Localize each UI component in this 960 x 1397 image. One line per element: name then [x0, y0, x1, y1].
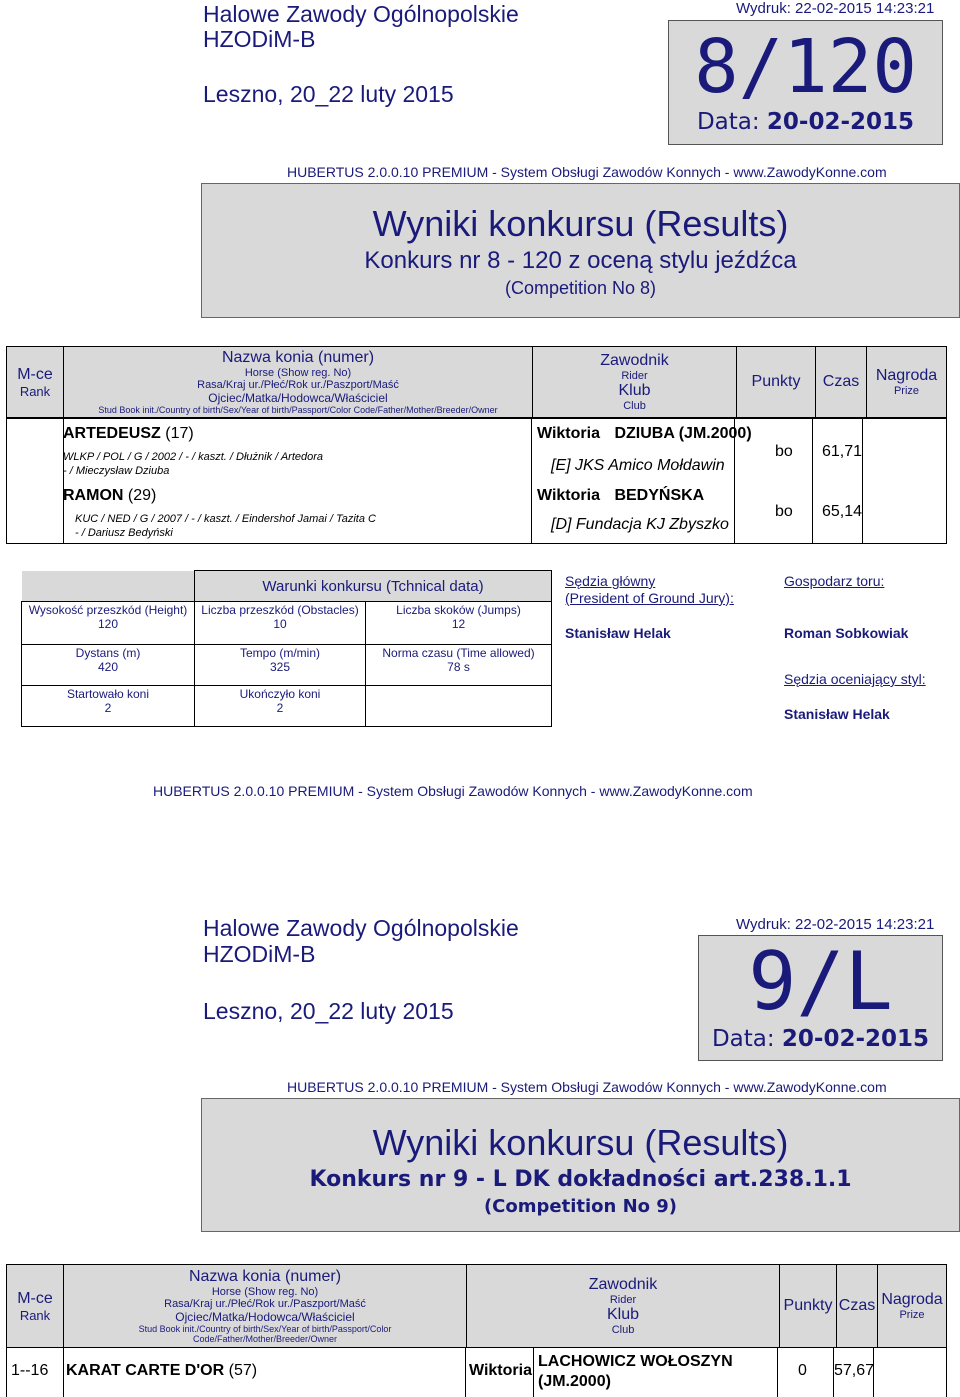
tech-jumps	[366, 602, 552, 645]
tech-height-value: 120	[97, 617, 119, 631]
club-label-en: Club	[611, 1324, 635, 1336]
tech-obstacles-value: 10	[273, 617, 287, 631]
tech-tempo-label: Tempo (m/min)	[239, 646, 320, 660]
results-title: Wyniki konkursu (Results)	[372, 1122, 789, 1163]
tech-started-value: 2	[104, 701, 112, 715]
system-line: HUBERTUS 2.0.0.10 PREMIUM - System Obsługi Zawodów Konnych - www.ZawodyKonne.com	[287, 1079, 887, 1095]
club-label: Klub	[606, 1306, 640, 1323]
results-table-header	[6, 1264, 947, 1348]
technical-data-table	[21, 570, 552, 727]
breed-label-en: Stud Book init./Country of birth/Sex/Year of birth/Passport/Color Code/Father/Mother/Breeder/Owner	[98, 405, 498, 415]
competition-name: Konkurs nr 8 - 120 z oceną stylu jeźdźca	[364, 247, 797, 274]
rider-last-name: DZIUBA (JM.2000)	[614, 425, 752, 442]
competition-no: (Competition No 8)	[504, 278, 657, 298]
points-value: bo	[775, 503, 793, 520]
course-designer-label: Gospodarz toru:	[784, 573, 885, 589]
club-label-en: Club	[623, 400, 646, 412]
horse-details: WLKP / POL / G / 2002 / - / kaszt. / Dłużnik / Artedora	[63, 451, 324, 463]
table-row-horse	[63, 487, 156, 505]
rank-label: M-ce	[17, 1289, 53, 1307]
time-value: 57,67	[834, 1362, 875, 1379]
system-line: HUBERTUS 2.0.0.10 PREMIUM - System Obsługi Zawodów Konnych - www.ZawodyKonne.com	[287, 164, 887, 180]
date-label: Data:	[696, 109, 760, 135]
breeder-label: Ojciec/Matka/Hodowca/Właściciel	[208, 391, 388, 405]
horse-label-en: Horse (Show reg. No)	[244, 367, 352, 379]
table-row-horse	[66, 1362, 257, 1380]
rank-label-en: Rank	[19, 1307, 51, 1323]
rider	[537, 425, 752, 443]
rider	[537, 487, 704, 505]
rank-label: M-ce	[17, 365, 53, 383]
horse-label: Nazwa konia (numer)	[221, 349, 375, 366]
col-prize	[878, 1265, 947, 1348]
tech-distance-value: 420	[97, 660, 119, 674]
tech-distance	[22, 645, 195, 686]
col-prize	[867, 347, 947, 418]
jury-president-name: Stanisław Helak	[565, 625, 671, 641]
breed-label: Rasa/Kraj ur./Płeć/Rok ur./Paszport/Maść	[164, 1298, 366, 1310]
col-rider	[533, 347, 737, 418]
horse-name: ARTEDEUSZ	[63, 425, 161, 442]
tech-finished	[195, 686, 366, 727]
col-time	[816, 347, 867, 418]
breed-label-en: Stud Book init./Country of birth/Sex/Year of birth/Passport/Color	[138, 1324, 392, 1334]
points-label: Punkty	[783, 1297, 833, 1314]
style-judge-label: Sędzia oceniający styl:	[784, 671, 926, 687]
tech-time-allowed-label: Norma czasu (Time allowed)	[382, 646, 535, 660]
rider-label-en: Rider	[609, 1294, 637, 1306]
jury-president-label: Sędzia główny	[565, 573, 656, 589]
tech-time-allowed	[366, 645, 552, 686]
horse-owner: - / Dariusz Bedyński	[75, 527, 173, 539]
col-time	[837, 1265, 878, 1348]
rider-first-name: Wiktoria	[469, 1362, 532, 1379]
prize-label-en: Prize	[899, 1309, 925, 1321]
rider-last-name: BEDYŃSKA	[614, 487, 705, 504]
club-label: Klub	[618, 382, 651, 399]
prize-label: Nagroda	[875, 367, 938, 384]
horse-details: KUC / NED / G / 2007 / - / kaszt. / Eindershof Jamai / Tazita C	[75, 513, 376, 525]
table-row-horse	[63, 425, 194, 443]
competition-no: (Competition No 9)	[483, 1196, 678, 1217]
tech-finished-value: 2	[276, 701, 284, 715]
event-code: HZODiM-B	[203, 941, 316, 967]
tech-started-label: Startowało koni	[66, 687, 150, 701]
print-timestamp: Wydruk: 22-02-2015 14:23:21	[736, 916, 935, 933]
competition-date	[669, 109, 942, 135]
col-rank	[7, 1265, 64, 1348]
tech-time-allowed-value: 78 s	[447, 660, 470, 674]
tech-height	[22, 602, 195, 645]
horse-label: Nazwa konia (numer)	[188, 1268, 342, 1285]
breeder-label: Ojciec/Matka/Hodowca/Właściciel	[175, 1310, 355, 1324]
horse-label-en: Horse (Show reg. No)	[211, 1286, 319, 1298]
col-rider	[467, 1265, 780, 1348]
breed-label: Rasa/Kraj ur./Płeć/Rok ur./Paszport/Maść	[197, 379, 399, 391]
horse-number: (57)	[228, 1362, 258, 1379]
event-title: Halowe Zawody Ogólnopolskie	[203, 1, 519, 27]
tech-finished-label: Ukończyło koni	[239, 687, 321, 701]
horse-number: (29)	[127, 487, 157, 504]
tech-tempo-value: 325	[269, 660, 291, 674]
competition-badge	[668, 20, 943, 145]
time-label: Czas	[822, 373, 860, 390]
competition-badge	[698, 935, 943, 1061]
rider-label: Zawodnik	[588, 1276, 658, 1293]
horse-owner: - / Mieczysław Dziuba	[63, 465, 170, 477]
footer-system-line: HUBERTUS 2.0.0.10 PREMIUM - System Obsługi Zawodów Konnych - www.ZawodyKonne.com	[153, 783, 753, 799]
tech-tempo	[195, 645, 366, 686]
prize-label: Nagroda	[881, 1291, 943, 1308]
competition-name: Konkurs nr 9 - L DK dokładności art.238.1.1	[309, 1167, 852, 1192]
print-timestamp: Wydruk: 22-02-2015 14:23:21	[736, 0, 935, 17]
tech-empty	[366, 686, 552, 727]
col-horse	[64, 347, 533, 418]
rider-first-name: Wiktoria	[537, 487, 600, 504]
results-table-header	[6, 346, 947, 418]
col-points	[780, 1265, 837, 1348]
event-place-date: Leszno, 20_22 luty 2015	[203, 81, 454, 107]
tech-distance-label: Dystans (m)	[75, 646, 141, 660]
rider-club: [E] JKS Amico Mołdawin	[551, 457, 725, 474]
competition-date	[699, 1026, 942, 1052]
event-code: HZODiM-B	[203, 26, 316, 52]
time-value: 65,14	[822, 503, 863, 520]
horse-name: RAMON	[63, 487, 124, 504]
points-label: Punkty	[751, 373, 801, 390]
rider-category: (JM.2000)	[538, 1373, 611, 1390]
col-horse	[64, 1265, 467, 1348]
tech-obstacles-label: Liczba przeszkód (Obstacles)	[201, 603, 359, 617]
breed-label-en-2: Code/Father/Mother/Breeder/Owner	[192, 1334, 338, 1344]
tech-title: Warunki konkursu (Tchnical data)	[195, 571, 552, 602]
prize-label-en: Prize	[893, 385, 920, 397]
tech-height-label: Wysokość przeszkód (Height)	[28, 603, 188, 617]
col-points	[737, 347, 816, 418]
rider-label-en: Rider	[621, 370, 648, 382]
style-judge-name: Stanisław Helak	[784, 706, 890, 722]
jury-president-label-en: (President of Ground Jury):	[565, 590, 734, 606]
tech-jumps-value: 12	[451, 617, 466, 631]
tech-started	[22, 686, 195, 727]
rider-last-name: LACHOWICZ WOŁOSZYN	[538, 1353, 733, 1370]
rider-club: [D] Fundacja KJ Zbyszko	[551, 516, 729, 533]
competition-number: 8/120	[694, 24, 917, 110]
date-value: 20-02-2015	[781, 1026, 930, 1052]
date-label: Data:	[711, 1026, 775, 1052]
competition-number: 9/L	[748, 935, 893, 1028]
event-title: Halowe Zawody Ogólnopolskie	[203, 915, 519, 941]
results-header-box	[201, 1098, 960, 1232]
points-value: 0	[798, 1362, 807, 1379]
course-designer-name: Roman Sobkowiak	[784, 625, 909, 641]
event-place-date: Leszno, 20_22 luty 2015	[203, 998, 454, 1024]
col-rank	[7, 347, 64, 418]
horse-name: KARAT CARTE D'OR	[66, 1362, 225, 1379]
points-value: bo	[775, 443, 793, 460]
tech-jumps-label: Liczba skoków (Jumps)	[396, 603, 521, 617]
time-label: Czas	[838, 1297, 876, 1314]
time-value: 61,71	[822, 443, 863, 460]
rider-first-name: Wiktoria	[537, 425, 600, 442]
results-title: Wyniki konkursu (Results)	[372, 203, 789, 244]
date-value: 20-02-2015	[766, 109, 915, 135]
results-header-box	[201, 183, 960, 318]
tech-obstacles	[195, 602, 366, 645]
horse-number: (17)	[165, 425, 194, 442]
rider-label: Zawodnik	[600, 352, 669, 369]
rank-value: 1--16	[11, 1362, 49, 1379]
rank-label-en: Rank	[19, 383, 51, 399]
